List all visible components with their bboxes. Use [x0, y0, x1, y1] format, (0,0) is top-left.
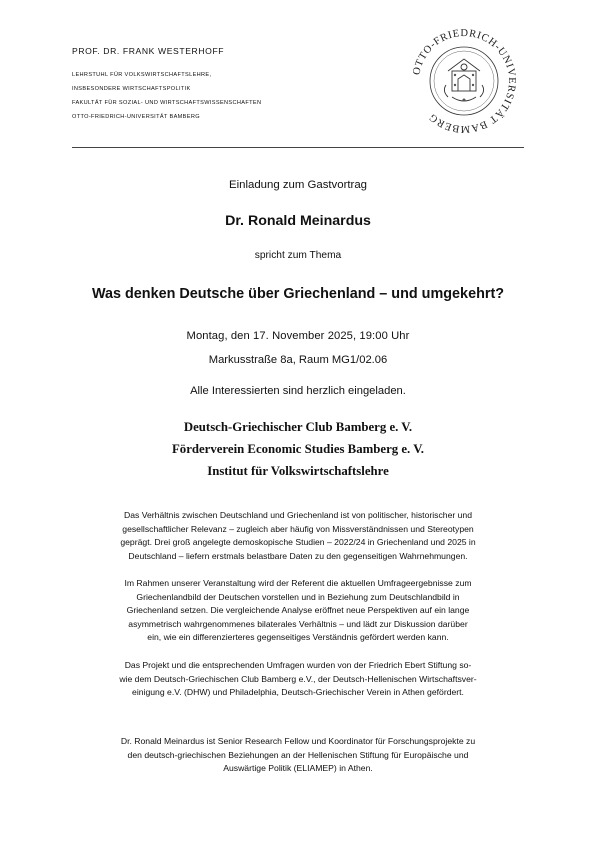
event-location: Markusstraße 8a, Raum MG1/02.06: [208, 354, 388, 366]
paragraph-line: asymmetrisch wahrgenommenes bilaterales Verhältnis – und lädt zur Diskussion darüber: [128, 618, 468, 629]
organizer-2: Förderverein Economic Studies Bamberg e. V.: [171, 442, 424, 456]
speaker-subline: spricht zum Thema: [254, 250, 342, 261]
talk-title: Was denken Deutsche über Griechenland – und umgekehrt?: [91, 286, 505, 302]
paragraph-line: den deutsch-griechischen Beziehungen an der Hellenischen Stiftung für Europäische und: [127, 749, 469, 760]
letterhead-name: PROF. DR. FRANK WESTERHOFF: [72, 46, 225, 56]
letterhead-line-4: OTTO-FRIEDRICH-UNIVERSITÄT BAMBERG: [72, 114, 200, 120]
invitation-intro: Einladung zum Gastvortrag: [228, 179, 368, 191]
paragraph-line: Im Rahmen unserer Veranstaltung wird der Referent die aktuellen Umfrageergebnisse zum: [124, 578, 472, 588]
paragraph-line: Das Projekt und die entsprechenden Umfragen wurden von der Friedrich Ebert Stiftung so-: [124, 660, 472, 670]
description-paragraph-1: [72, 509, 524, 563]
paragraph-line: Griechenlandbild der Deutschen vorstellen und in Beziehung zum Deutschlandbild in: [136, 591, 460, 602]
paragraph-line: ein, wie ein differenzierteres gegenseitiges Verständnis gefördert werden kann.: [147, 632, 449, 643]
paragraph-line: Griechenland setzen. Die vergleichende Analyse eröffnet neue Perspektiven auf ein lange: [126, 605, 470, 616]
header-divider: [72, 147, 524, 148]
paragraph-line: geprägt. Drei groß angelegte demoskopische Studien – 2022/24 in Griechenland und 2025 in: [120, 537, 476, 548]
paragraph-line: Dr. Ronald Meinardus ist Senior Research Fellow und Koordinator für Forschungsprojekte zu: [120, 736, 476, 746]
description-paragraph-2: [72, 577, 524, 645]
welcome-note: Alle Interessierten sind herzlich eingeladen.: [190, 385, 406, 397]
organizer-1: Deutsch-Griechischer Club Bamberg e. V.: [183, 420, 413, 434]
letterhead-line-1: LEHRSTUHL FÜR VOLKSWIRTSCHAFTSLEHRE,: [72, 72, 212, 78]
paragraph-line: Das Verhältnis zwischen Deutschland und Griechenland ist von politischer, historischer und: [123, 510, 473, 520]
university-seal-icon: [408, 25, 520, 137]
description-paragraph-3: [72, 659, 524, 700]
paragraph-line: Auswärtige Politik (ELIAMEP) in Athen.: [223, 763, 373, 774]
paragraph-line: einigung e.V. (DHW) und Philadelphia, Deutsch-Griechischer Verein in Athen gefördert.: [132, 687, 464, 698]
organizer-3: Institut für Volkswirtschaftslehre: [207, 464, 389, 478]
speaker-name: Dr. Ronald Meinardus: [225, 213, 371, 229]
paragraph-line: Deutschland – liefern erstmals belastbare Daten zu den gegenseitigen Wahrnehmungen.: [128, 550, 468, 561]
letterhead-line-3: FAKULTÄT FÜR SOZIAL- UND WIRTSCHAFTSWISSENSCHAFTEN: [72, 100, 262, 106]
letterhead-line-2: INSBESONDERE WIRTSCHAFTSPOLITIK: [72, 86, 191, 92]
paragraph-line: wie dem Deutsch-Griechischen Club Bamberg e.V., der Deutsch-Hellenischen Wirtschaftsver-: [119, 673, 477, 684]
event-date: Montag, den 17. November 2025, 19:00 Uhr: [186, 330, 410, 342]
speaker-bio: [72, 735, 524, 776]
svg-text:OTTO-FRIEDRICH-UNIVERSITÄT BAM: OTTO-FRIEDRICH-UNIVERSITÄT BAMBERG: [411, 27, 518, 135]
paragraph-line: gesellschaftlicher Relevanz – zugleich aber häufig von Missverständnissen und Stereotypen: [122, 523, 474, 534]
